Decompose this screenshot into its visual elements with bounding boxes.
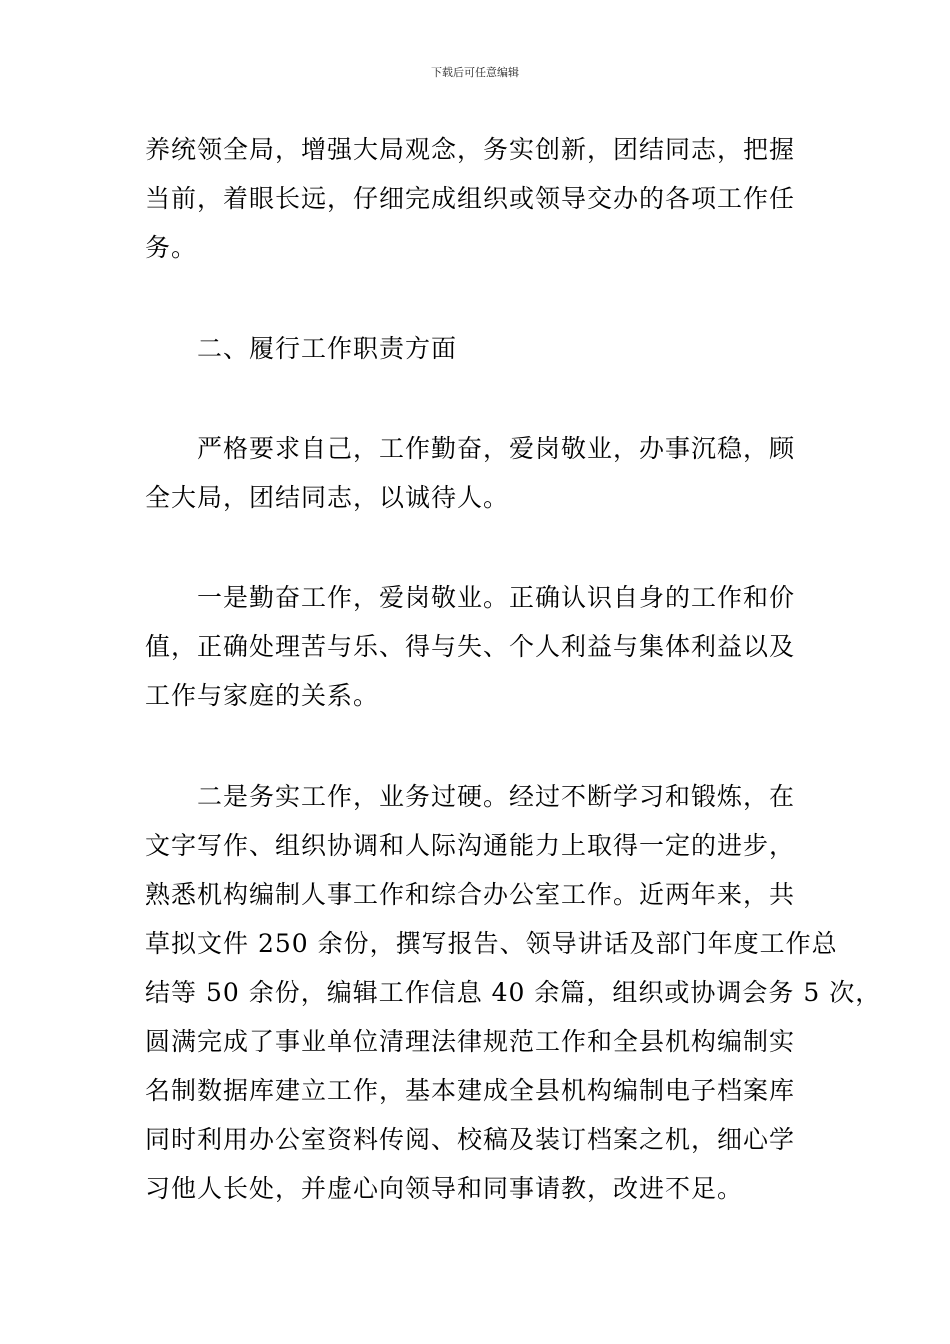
paragraph-5-line-5: 结等 50 余份，编辑工作信息 40 余篇，组织或协调会务 5 次， <box>145 978 882 1007</box>
paragraph-5-line-3: 熟悉机构编制人事工作和综合办公室工作。近两年来，共 <box>145 880 796 909</box>
paragraph-4-line-1: 一是勤奋工作，爱岗敬业。正确认识自身的工作和价 <box>197 583 796 612</box>
paragraph-4-line-3: 工作与家庭的关系。 <box>145 681 380 710</box>
page-header-note: 下载后可任意编辑 <box>431 66 519 79</box>
paragraph-5-line-1: 二是务实工作，业务过硬。经过不断学习和锻炼，在 <box>197 782 796 811</box>
paragraph-5-line-6: 圆满完成了事业单位清理法律规范工作和全县机构编制实 <box>145 1027 796 1056</box>
paragraph-1-line-3: 务。 <box>145 233 198 262</box>
paragraph-4-line-2: 值，正确处理苦与乐、得与失、个人利益与集体利益以及 <box>145 632 796 661</box>
section-heading: 二、履行工作职责方面 <box>197 334 458 363</box>
paragraph-3-line-1: 严格要求自己，工作勤奋，爱岗敬业，办事沉稳，顾 <box>197 434 796 463</box>
paragraph-1-line-2: 当前，着眼长远，仔细完成组织或领导交办的各项工作任 <box>145 184 796 213</box>
paragraph-5-line-2: 文字写作、组织协调和人际沟通能力上取得一定的进步， <box>145 831 796 860</box>
paragraph-5-line-9: 习他人长处，并虚心向领导和同事请教，改进不足。 <box>145 1174 744 1203</box>
paragraph-5-line-8: 同时利用办公室资料传阅、校稿及装订档案之机，细心学 <box>145 1125 796 1154</box>
paragraph-1-line-1: 养统领全局，增强大局观念，务实创新，团结同志，把握 <box>145 135 796 164</box>
paragraph-5-line-7: 名制数据库建立工作，基本建成全县机构编制电子档案库 <box>145 1076 796 1105</box>
paragraph-5-line-4: 草拟文件 250 余份，撰写报告、领导讲话及部门年度工作总 <box>145 929 838 958</box>
paragraph-3-line-2: 全大局，团结同志，以诚待人。 <box>145 483 510 512</box>
